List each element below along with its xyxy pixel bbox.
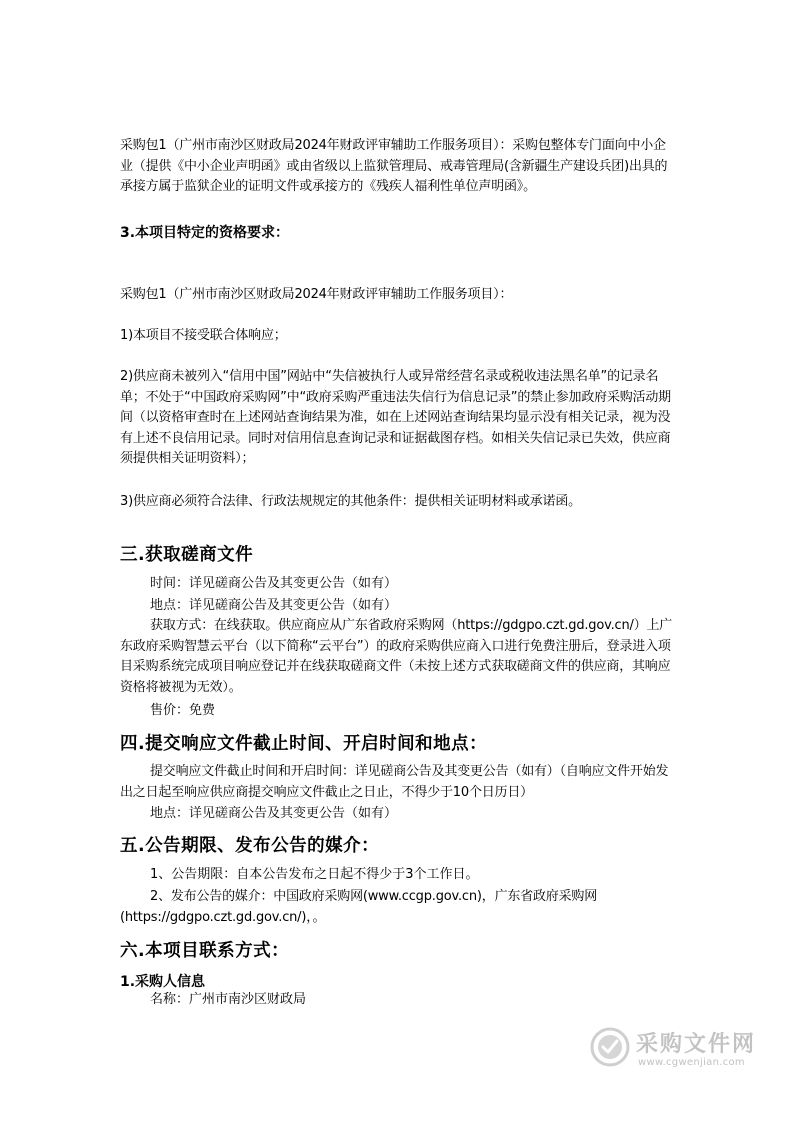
heading-purchaser-info: 1.采购人信息 <box>120 974 206 990</box>
obtain-method: 获取方式：在线获取。供应商应从广东省政府采购网（https://gdgpo.czt.gd.gov.cn/）上广东政府采购智慧云平台（以下简称“云平台”）的政府采购供应商入口进行免费注册后，登录进入项目采购系统完成项目响应登记并在线获取磋商文件（未按上述方式获取磋商文件的供应商，其响应资格将被视为无效）。 <box>120 618 673 695</box>
paragraph-no-consortium: 1)本项目不接受联合体响应； <box>120 328 287 343</box>
submission-deadline-text: 提交响应文件截止时间和开启时间：详见磋商公告及其变更公告（如有）（自响应文件开始发出之日起至响应供应商提交响应文件截止之日止，不得少于10个日历日） <box>120 764 669 800</box>
paragraph-credit-requirement: 2)供应商未被列入“信用中国”网站中“失信被执行人或异常经营名录或税收违法黑名单”的记录名单；不处于“中国政府采购网”中“政府采购严重违法失信行为信息记录”的禁止参加政府采购活动期间（以资格审查时在上述网站查询结果为准，如在上述网站查询结果均显示没有相关记录，视为没有上述不良信用记录。同时对信用信息查询记录和证据截图存档。如相关失信记录已失效，供应商须提供相关证明资料）； <box>120 369 671 466</box>
submission-place: 地点：详见磋商公告及其变更公告（如有） <box>150 806 398 821</box>
watermark-title: 采购文件网 <box>636 1032 757 1057</box>
paragraph-package-1: 采购包1（广州市南沙区财政局2024年财政评审辅助工作服务项目）： <box>120 287 513 302</box>
seal-logo-icon <box>590 1027 630 1067</box>
announcement-media-item: 2、发布公告的媒介：中国政府采购网(www.ccgp.gov.cn)，广东省政府采购网(https://gdgpo.czt.gd.gov.cn/)，。 <box>120 889 597 925</box>
obtain-price: 售价：免费 <box>150 703 216 718</box>
obtain-time: 时间：详见磋商公告及其变更公告（如有） <box>150 576 398 591</box>
paragraph-sme-requirement: 采购包1（广州市南沙区财政局2024年财政评审辅助工作服务项目）：采购包整体专门面向中小企业（提供《中小企业声明函》或由省级以上监狱管理局、戒毒管理局(含新疆生产建设兵团)出具的承接方属于监狱企业的证明文件或承接方的《残疾人福利性单位声明函》。 <box>120 138 668 194</box>
heading-submission-deadline: 四.提交响应文件截止时间、开启时间和地点： <box>120 734 488 754</box>
heading-announcement-period: 五.公告期限、发布公告的媒介： <box>120 836 380 856</box>
obtain-place: 地点：详见磋商公告及其变更公告（如有） <box>150 598 398 613</box>
heading-contact-info: 六.本项目联系方式： <box>120 941 290 961</box>
site-watermark <box>590 1024 780 1078</box>
heading-obtain-documents: 三.获取磋商文件 <box>120 545 254 565</box>
watermark-url: www.cgwenjian.com <box>638 1057 745 1068</box>
heading-special-qualification: 3.本项目特定的资格要求： <box>120 225 290 241</box>
purchaser-name: 名称：广州市南沙区财政局 <box>150 992 307 1007</box>
announcement-period-item: 1、公告期限：自本公告发布之日起不得少于3个工作日。 <box>150 867 479 882</box>
paragraph-other-conditions: 3)供应商必须符合法律、行政法规规定的其他条件：提供相关证明材料或承诺函。 <box>120 494 581 509</box>
